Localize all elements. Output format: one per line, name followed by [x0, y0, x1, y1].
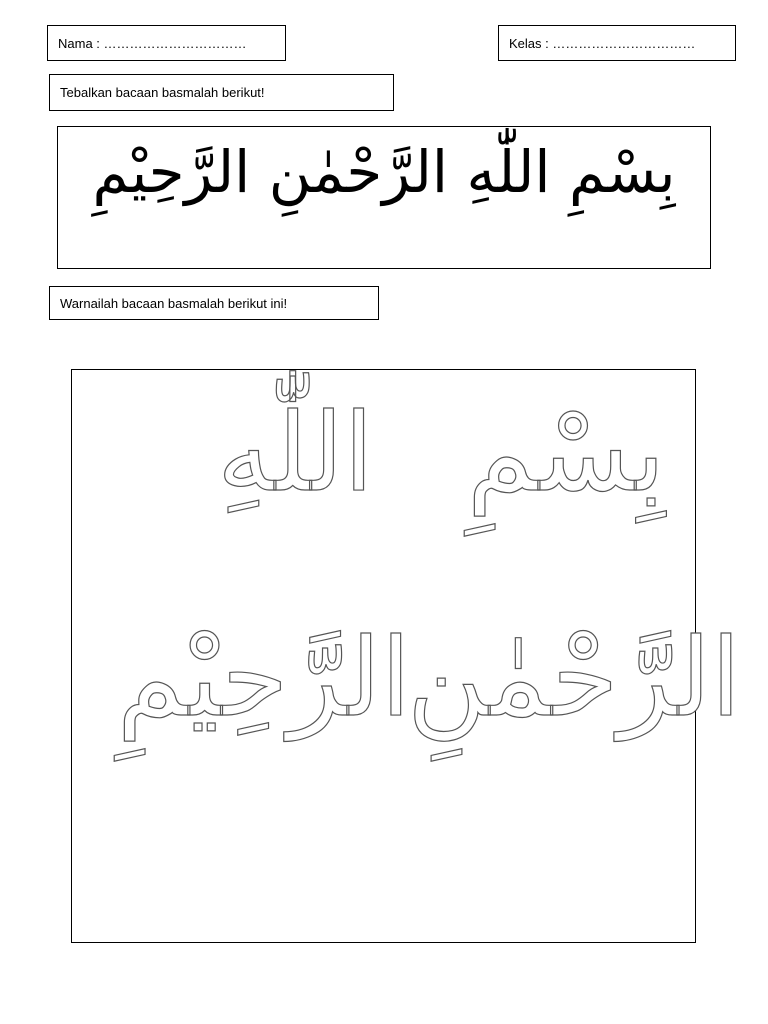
outline-word-bismi[interactable]: بِسْمِ [467, 391, 666, 516]
outline-word-rahim[interactable]: الرَّحِيْمِ [117, 616, 411, 741]
name-label: Nama : …………………………… [58, 35, 247, 51]
name-field[interactable] [47, 25, 286, 61]
class-label: Kelas : …………………………… [509, 35, 696, 51]
color-instruction-text: Warnailah bacaan basmalah berikut ini! [60, 295, 288, 311]
class-field[interactable] [498, 25, 736, 61]
color-instruction [49, 286, 379, 320]
outline-word-allah[interactable]: اللّٰهِ [217, 391, 374, 516]
trace-instruction [49, 74, 394, 111]
basmalah-arabic-text: بِسْمِ اللّٰهِ الرَّحْمٰنِ الرَّحِيْمِ [92, 138, 676, 206]
trace-instruction-text: Tebalkan bacaan basmalah berikut! [60, 85, 265, 100]
coloring-basmalah-box[interactable] [71, 369, 741, 943]
outline-word-rahman[interactable]: الرَّحْمٰنِ [407, 616, 741, 741]
trace-basmalah-box[interactable] [57, 126, 711, 269]
